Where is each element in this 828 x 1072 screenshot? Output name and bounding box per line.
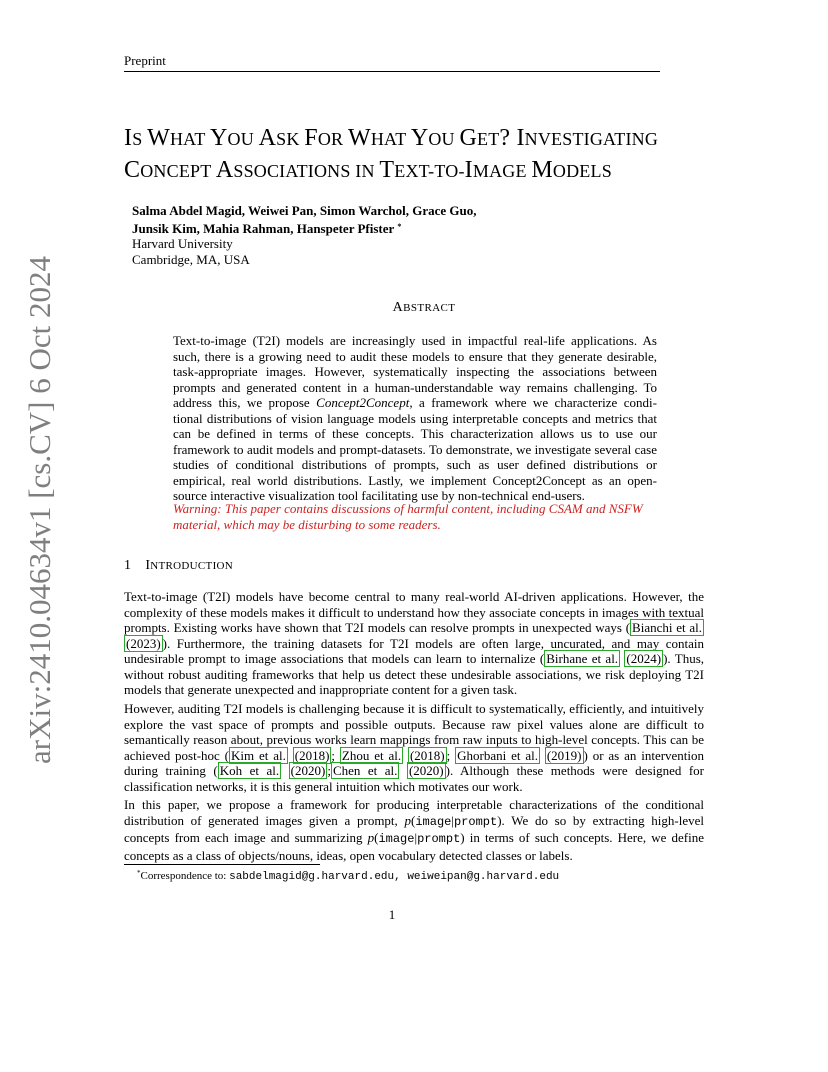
intro-paragraph-3: In this paper, we propose a framework for producing interpretable characterizations of the conditional distribution of generated images given a prompt, p(image|prompt). We do so by extracting high-level concepts from each image and summarizing p(image|prompt) in terms of such concepts. Here, we define concepts as a class of objects/nouns, ideas, open vocabulary detected classes or labels. (124, 797, 704, 863)
citation-ghorbani[interactable]: Ghorbani et al. (457, 747, 538, 763)
correspondence-emails[interactable]: sabdelmagid@g.harvard.edu, weiweipan@g.harvard.edu (229, 871, 560, 883)
header-rule (124, 71, 660, 72)
location: Cambridge, MA, USA (132, 251, 250, 267)
citation-chen[interactable]: Chen et al. (332, 763, 398, 778)
abstract-body: Text-to-image (T2I) models are increasingly used in impactful real-life applications. As such, there is a growing need to audit these models to ensure that they generate desirable, task-appropriate images. However, systematically inspecting the associations between prompts and generated content in a human-understandable way remains challenging. To address this, we propose Concept2Concept, a framework where we characterize condi- tional distributions of vision language models using interpretable concepts and metrics that can be defined in terms of these concepts. This characterization allows us to use our framework to audit models and prompt-datasets. To demonstrate, we investigate several case studies of conditional distributions of prompts, such as user defined distributions or empirical, real world distributions. Lastly, we implement Concept2Concept as an open- source interactive visualization tool facilitating use by non-technical end-users. (173, 333, 658, 503)
title-line-2: CONCEPT ASSOCIATIONS IN TEXT-TO-IMAGE MODELS (124, 157, 612, 183)
citation-koh[interactable]: Koh et al. (219, 763, 280, 778)
content-warning: Warning: This paper contains discussions of harmful content, including CSAM and NSFW material, which may be disturbing to some readers. (173, 501, 643, 532)
citation-zhou-year[interactable]: (2018) (409, 747, 445, 763)
author-names-line-2: Junsik Kim, Mahia Rahman, Hanspeter Pfister * (132, 220, 402, 236)
citation-zhou[interactable]: Zhou et al. (341, 747, 402, 763)
section-heading-introduction: 1 INTRODUCTION (124, 558, 234, 573)
affiliation: Harvard University (132, 236, 233, 251)
author-names-line-1: Salma Abdel Magid, Weiwei Pan, Simon Warchol, Grace Guo, (132, 203, 477, 218)
abstract-heading: ABSTRACT (392, 300, 456, 315)
citation-birhane-year[interactable]: (2024) (626, 651, 662, 666)
paper-title (124, 123, 724, 187)
running-header: Preprint (124, 53, 166, 68)
citation-kim[interactable]: Kim et al. (231, 747, 286, 763)
correspondence-footnote: *Correspondence to: sabdelmagid@g.harvard.edu, weiweipan@g.harvard.edu (137, 869, 560, 883)
author-footnote-marker: * (397, 221, 402, 231)
citation-ghorbani-year[interactable]: (2019) (546, 747, 582, 763)
citation-koh-year[interactable]: (2020) (290, 763, 326, 778)
citation-birhane[interactable]: Birhane et al. (546, 651, 619, 666)
author-block (132, 203, 477, 267)
footnote-rule (124, 864, 320, 865)
intro-paragraph-1: Text-to-image (T2I) models have become central to many real-world AI-driven applications. However, the complexity of these models makes it difficult to understand how they associate concepts in images with textual prompts. Existing works have shown that T2I models can resolve prompts in unexpected ways ( Bianchi et al. (2023) ). Furthermore, the training datasets for T2I models are often large, uncurated, and may contain undesirable prompt to image associations that models can learn to internalize ( Birhane et al. (2024) ). Thus, without robust auditing frameworks that help us detect these undesirable associations, we risk deploying T2I models that generate unexpected and inappropriate content for a given task. (124, 589, 705, 697)
title-line-1: IS WHAT YOU ASK FOR WHAT YOU GET? INVESTIGATING (124, 125, 659, 151)
citation-bianchi[interactable]: Bianchi et al. (632, 620, 702, 635)
intro-paragraph-2: However, auditing T2I models is challenging because it is difficult to systematically, efficiently, and intuitively explore the vast space of prompts and possible outputs. Because raw pixel values alone are difficult to semantically reason about, previous works learn mappings from raw inputs to high-level concepts. This can be achieved post-hoc ( Kim et al. (2018) ; Zhou et al. (2018) ; Ghorbani et al. (2019) ) or as an intervention during training ( Koh et al. (2020) ; Chen et al. (2020) ). Although these methods were designed for classification networks, it is this general intuition which motivates our work. (124, 701, 705, 794)
citation-kim-year[interactable]: (2018) (294, 747, 330, 763)
citation-chen-year[interactable]: (2020) (408, 763, 444, 778)
page-number: 1 (388, 907, 396, 922)
concept2concept-name: Concept2Concept (316, 395, 410, 410)
citation-bianchi-year[interactable]: (2023) (126, 635, 161, 651)
arxiv-identifier-stamp: arXiv:2410.04634v1 [cs.CV] 6 Oct 2024 (22, 256, 57, 764)
